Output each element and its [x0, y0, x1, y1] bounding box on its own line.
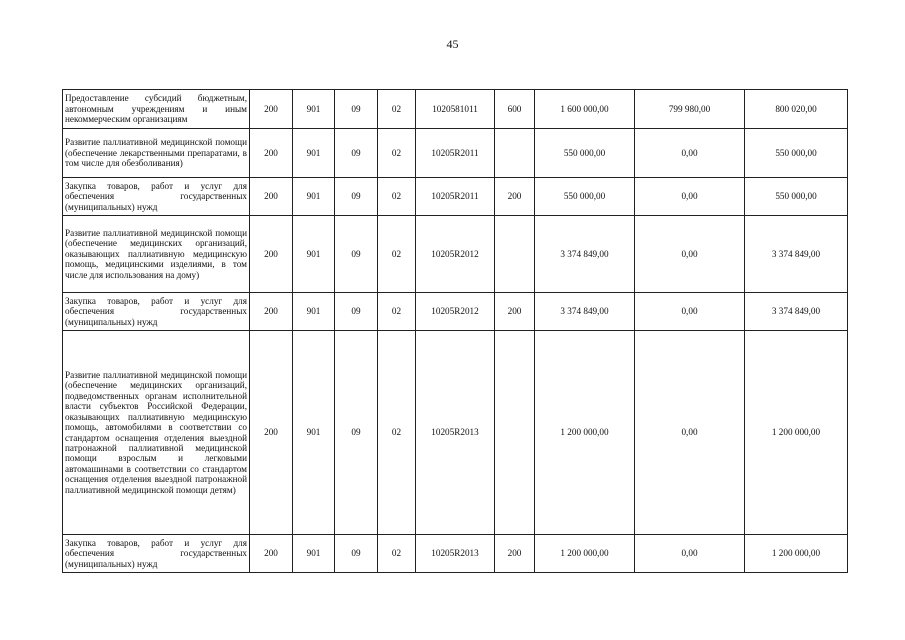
row-amount-executed: 0,00 [635, 216, 745, 293]
row-code-2: 901 [293, 216, 335, 293]
table-row [63, 293, 848, 331]
row-target-article: 10205R2012 [416, 293, 495, 331]
row-code-1: 200 [250, 216, 293, 293]
row-target-article: 10205R2011 [416, 129, 495, 178]
row-expense-type: 600 [495, 90, 535, 129]
row-name: Закупка товаров, работ и услуг для обеспечения государственных (муниципальных) нужд [63, 293, 250, 331]
row-target-article: 10205R2013 [416, 331, 495, 535]
row-target-article: 1020581011 [416, 90, 495, 129]
row-name: Развитие паллиативной медицинской помощи (обеспечение медицинских организаций, подведомственных органам исполнительной власти субъектов Российской Федерации, оказывающих паллиативную медицинскую помощь, автомобилями в соответствии со стандартом оснащения отделения выездной патронажной паллиативной медицинской помощи взрослым и легковыми автомашинами в соответствии со стандартом оснащения отделения выездной патронажной паллиативной медицинской помощи детям) [63, 331, 250, 535]
row-subsection: 02 [378, 129, 416, 178]
row-expense-type: 200 [495, 178, 535, 216]
row-amount-planned: 3 374 849,00 [535, 293, 635, 331]
row-amount-remaining: 3 374 849,00 [745, 293, 848, 331]
table-row [63, 331, 848, 535]
row-section: 09 [335, 331, 378, 535]
row-amount-remaining: 3 374 849,00 [745, 216, 848, 293]
row-amount-remaining: 550 000,00 [745, 129, 848, 178]
row-amount-executed: 0,00 [635, 129, 745, 178]
row-code-2: 901 [293, 331, 335, 535]
row-amount-executed: 799 980,00 [635, 90, 745, 129]
row-code-1: 200 [250, 535, 293, 573]
row-amount-planned: 1 600 000,00 [535, 90, 635, 129]
row-subsection: 02 [378, 178, 416, 216]
row-amount-executed: 0,00 [635, 331, 745, 535]
row-subsection: 02 [378, 293, 416, 331]
row-expense-type: 200 [495, 535, 535, 573]
row-subsection: 02 [378, 90, 416, 129]
table-row [63, 216, 848, 293]
row-name: Предоставление субсидий бюджетным, автономным учреждениям и иным некоммерческим организациям [63, 90, 250, 129]
row-name: Закупка товаров, работ и услуг для обеспечения государственных (муниципальных) нужд [63, 535, 250, 573]
row-code-1: 200 [250, 293, 293, 331]
row-expense-type: 200 [495, 293, 535, 331]
row-expense-type [495, 216, 535, 293]
row-amount-planned: 550 000,00 [535, 129, 635, 178]
page-number: 45 [446, 37, 459, 51]
row-amount-planned: 1 200 000,00 [535, 331, 635, 535]
row-amount-remaining: 800 020,00 [745, 90, 848, 129]
row-subsection: 02 [378, 331, 416, 535]
row-name: Развитие паллиативной медицинской помощи (обеспечение лекарственными препаратами, в том числе для обезболивания) [63, 129, 250, 178]
table-row [63, 90, 848, 129]
row-subsection: 02 [378, 216, 416, 293]
row-amount-executed: 0,00 [635, 293, 745, 331]
row-expense-type [495, 331, 535, 535]
row-amount-executed: 0,00 [635, 535, 745, 573]
row-section: 09 [335, 178, 378, 216]
row-amount-remaining: 1 200 000,00 [745, 535, 848, 573]
table-row [63, 178, 848, 216]
row-target-article: 10205R2012 [416, 216, 495, 293]
row-target-article: 10205R2011 [416, 178, 495, 216]
row-amount-planned: 1 200 000,00 [535, 535, 635, 573]
row-section: 09 [335, 216, 378, 293]
table-row [63, 129, 848, 178]
row-section: 09 [335, 90, 378, 129]
row-amount-executed: 0,00 [635, 178, 745, 216]
row-code-2: 901 [293, 535, 335, 573]
row-amount-planned: 550 000,00 [535, 178, 635, 216]
row-code-2: 901 [293, 178, 335, 216]
row-expense-type [495, 129, 535, 178]
row-code-1: 200 [250, 90, 293, 129]
row-code-2: 901 [293, 90, 335, 129]
row-subsection: 02 [378, 535, 416, 573]
row-amount-planned: 3 374 849,00 [535, 216, 635, 293]
row-code-2: 901 [293, 293, 335, 331]
budget-table [62, 89, 848, 573]
table-row [63, 535, 848, 573]
row-code-1: 200 [250, 129, 293, 178]
row-name: Закупка товаров, работ и услуг для обеспечения государственных (муниципальных) нужд [63, 178, 250, 216]
row-code-2: 901 [293, 129, 335, 178]
row-amount-remaining: 1 200 000,00 [745, 331, 848, 535]
row-section: 09 [335, 293, 378, 331]
row-code-1: 200 [250, 178, 293, 216]
row-code-1: 200 [250, 331, 293, 535]
row-target-article: 10205R2013 [416, 535, 495, 573]
row-name: Развитие паллиативной медицинской помощи (обеспечение медицинских организаций, оказывающих паллиативную медицинскую помощь, медицинскими изделиями, в том числе для использования на дому) [63, 216, 250, 293]
row-section: 09 [335, 535, 378, 573]
row-section: 09 [335, 129, 378, 178]
row-amount-remaining: 550 000,00 [745, 178, 848, 216]
